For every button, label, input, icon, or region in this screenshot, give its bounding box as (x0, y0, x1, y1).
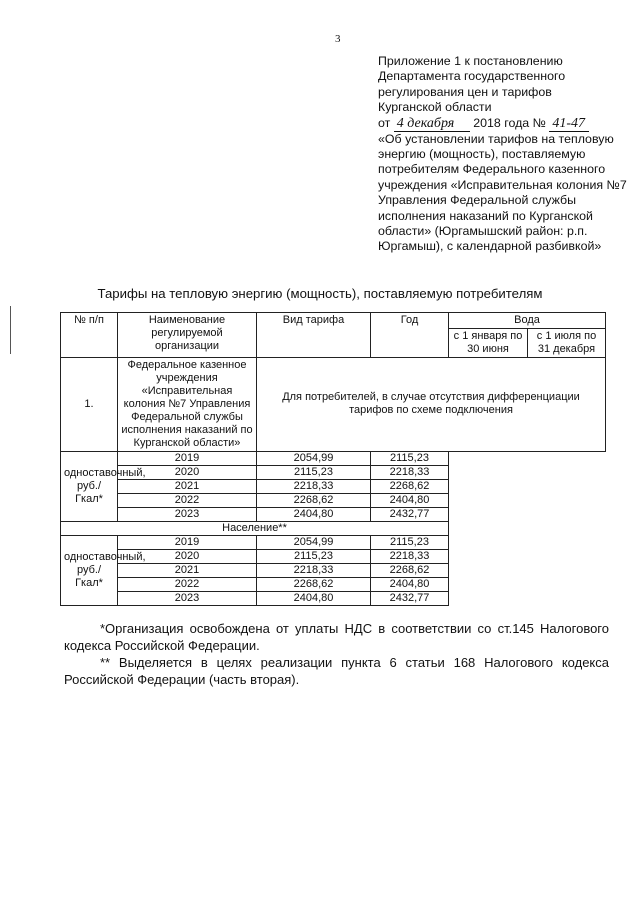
tariff-type: одноставочный, руб./Гкал* (61, 535, 118, 605)
header-tariff-type: Вид тарифа (257, 312, 371, 357)
value-h1: 2268,62 (257, 577, 371, 591)
table-row (61, 591, 606, 605)
section-heading: Для потребителей, в случае отсутствия дифференциации тарифов по схеме подключения (257, 357, 606, 451)
year: 2020 (118, 549, 257, 563)
handwritten-number: 41-47 (549, 117, 589, 132)
appendix-subject: «Об установлении тарифов на тепловую энергию (мощность), поставляемую потребителям Федерального казенного учреждения «Исправительная колония №7 Управления Федеральной службы исполнения наказаний по Курганской области» (Юргамышский район: р.п. Юргамыш), с календарной разбивкой» (378, 131, 627, 254)
footnote-population: ** Выделяется в целях реализации пункта 6 статьи 168 Налогового кодекса Российской Федерации (часть вторая). (64, 654, 609, 687)
date-prefix: от (378, 115, 391, 130)
header-year: Год (371, 312, 449, 357)
year: 2019 (118, 451, 257, 465)
appendix-line: регулирования цен и тарифов (378, 84, 552, 99)
value-h1: 2054,99 (257, 451, 371, 465)
value-h2: 2432,77 (371, 591, 449, 605)
value-h2: 2268,62 (371, 479, 449, 493)
table-row (61, 479, 606, 493)
table-row (61, 577, 606, 591)
value-h2: 2115,23 (371, 451, 449, 465)
year: 2023 (118, 507, 257, 521)
year: 2022 (118, 493, 257, 507)
date-year: 2018 года № (473, 115, 546, 130)
scan-margin-line (10, 306, 11, 354)
table-row (61, 493, 606, 507)
value-h1: 2268,62 (257, 493, 371, 507)
value-h1: 2115,23 (257, 465, 371, 479)
org-name: Федеральное казенное учреждения «Исправительная колония №7 Управления Федеральной службы исполнения наказаний по Курганской области» (118, 357, 257, 451)
year: 2020 (118, 465, 257, 479)
row-number: 1. (61, 357, 118, 451)
handwritten-date: 4 декабря (394, 117, 470, 132)
year: 2022 (118, 577, 257, 591)
section-heading: Население** (61, 521, 449, 535)
tariff-table (60, 312, 606, 606)
table-row (61, 507, 606, 521)
value-h2: 2404,80 (371, 493, 449, 507)
year: 2019 (118, 535, 257, 549)
header-org: Наименование регулируемой организации (118, 312, 257, 357)
value-h2: 2115,23 (371, 535, 449, 549)
appendix-line: Курганской области (378, 100, 492, 115)
value-h1: 2115,23 (257, 549, 371, 563)
value-h1: 2054,99 (257, 535, 371, 549)
tariff-type: одноставочный, руб./Гкал* (61, 451, 118, 521)
appendix-line: Приложение 1 к постановлению (378, 54, 563, 68)
table-row (61, 563, 606, 577)
footnotes (64, 620, 609, 688)
table-row (61, 451, 606, 465)
table-row (61, 535, 606, 549)
value-h1: 2404,80 (257, 507, 371, 521)
value-h1: 2404,80 (257, 591, 371, 605)
appendix-date-line (378, 116, 634, 132)
header-water: Вода (449, 312, 606, 328)
appendix-line: Департамента государственного (378, 69, 566, 84)
header-period2: с 1 июля по 31 декабря (528, 328, 606, 357)
value-h2: 2218,33 (371, 465, 449, 479)
value-h2: 2218,33 (371, 549, 449, 563)
table-row (61, 521, 606, 535)
table-title: Тарифы на тепловую энергию (мощность), поставляемую потребителям (97, 285, 543, 301)
header-period1: с 1 января по 30 июня (449, 328, 528, 357)
page-number: 3 (335, 33, 341, 45)
appendix-header (378, 54, 634, 255)
year: 2023 (118, 591, 257, 605)
table-wrapper (60, 312, 605, 606)
year: 2021 (118, 563, 257, 577)
value-h2: 2432,77 (371, 507, 449, 521)
footnote-vat: *Организация освобождена от уплаты НДС в соответствии со ст.145 Налогового кодекса Российской Федерации. (64, 620, 609, 653)
year: 2021 (118, 479, 257, 493)
value-h2: 2268,62 (371, 563, 449, 577)
value-h1: 2218,33 (257, 479, 371, 493)
value-h1: 2218,33 (257, 563, 371, 577)
value-h2: 2404,80 (371, 577, 449, 591)
header-num: № п/п (61, 312, 118, 357)
